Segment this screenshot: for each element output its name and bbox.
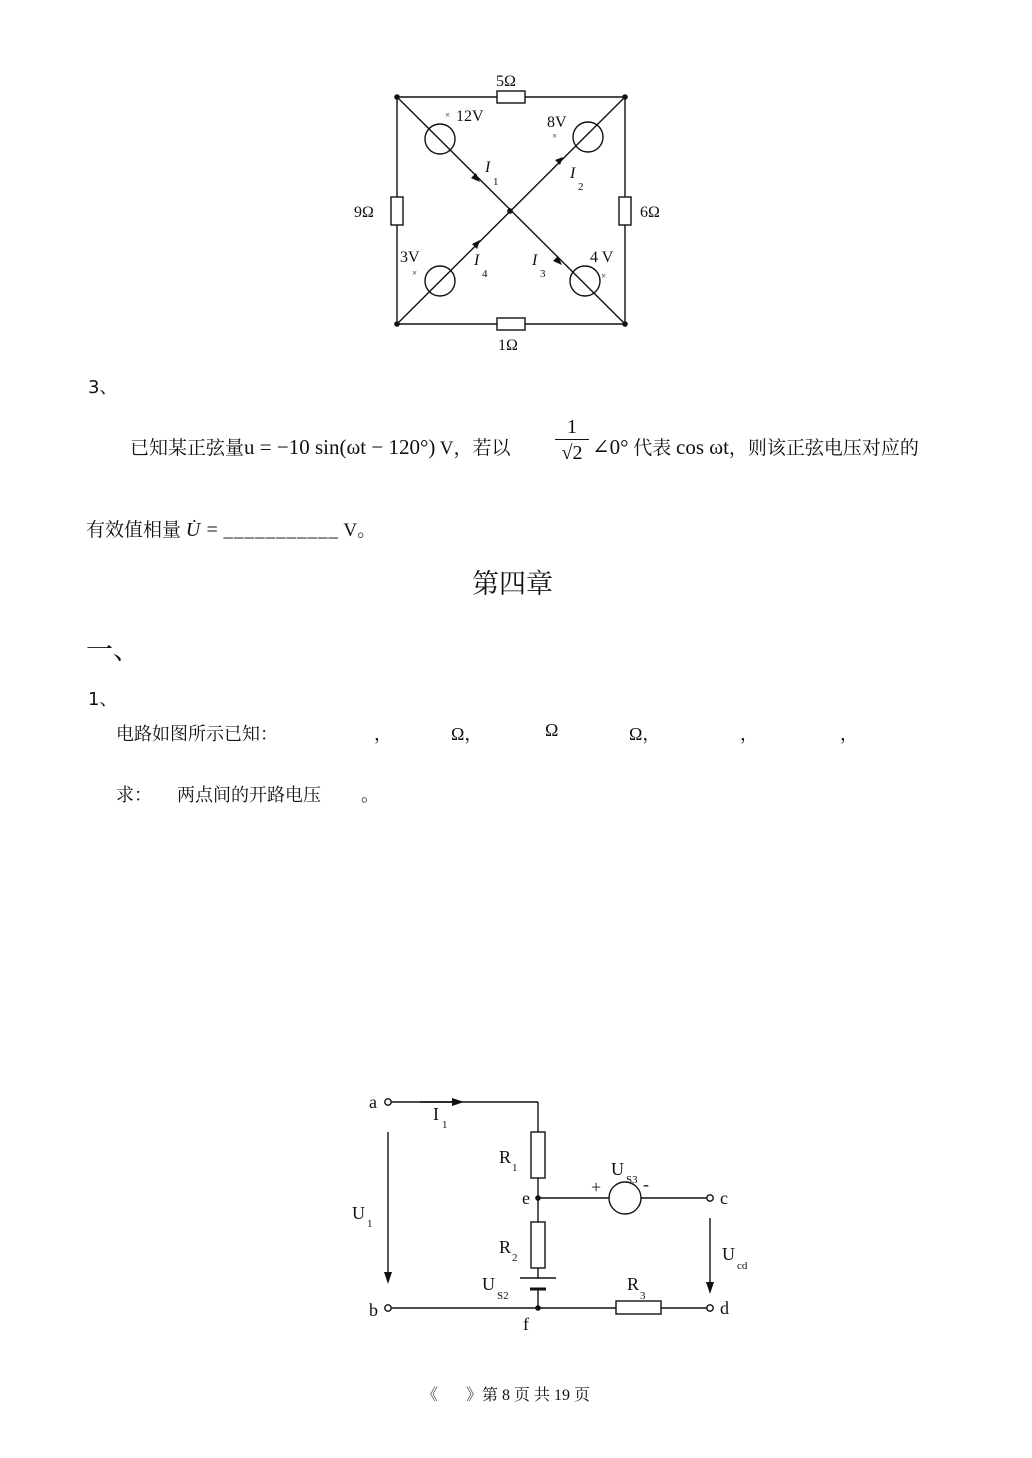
label-i3: I [532,252,538,269]
label-i1-sub: 1 [442,1119,448,1131]
label-c: c [720,1188,728,1208]
label-i4-sub: 4 [482,268,488,280]
resistor-left [391,197,403,225]
q3-angle: ∠0° [592,435,629,459]
node-tr [622,94,628,100]
arrow-i2 [555,157,563,165]
node-f [535,1305,541,1311]
terminal-d [707,1305,713,1311]
label-r3: R [627,1274,640,1294]
label-12v: 12V [456,108,484,125]
q1-ohm2: Ω [545,720,559,740]
section-label: 一、 [86,635,140,665]
label-i2: I [570,165,576,182]
q3-cos: cos ωt [676,435,729,459]
q3-frac-den: √2 [561,442,583,464]
arrow-ucd-head [706,1282,714,1294]
footer-page-text: 第 8 页 共 19 页 [482,1387,591,1404]
label-i2-sub: 2 [578,181,584,193]
figure-bridge-circuit [340,60,700,360]
label-3v: 3V [400,249,420,266]
q1-comma1: ， [374,724,392,744]
label-1ohm: 1Ω [498,337,518,354]
label-6ohm: 6Ω [640,204,660,221]
arrow-i1-head [452,1098,464,1106]
q3-line2-tail: V。 [343,520,377,541]
label-8v: 8V [547,114,567,131]
label-us3-sub: S3 [626,1174,638,1186]
terminal-b [385,1305,391,1311]
q1-ohm1: Ω， [451,724,483,744]
q1-number: 1、 [88,689,118,710]
label-r1-sub: 1 [512,1162,518,1174]
label-r2-sub: 2 [512,1252,518,1264]
label-i3-sub: 3 [540,268,546,280]
label-5ohm: 5Ω [496,73,516,90]
figure-circuit-2 [330,1085,770,1335]
q1-ohm3: Ω， [629,724,661,744]
label-d: d [720,1298,729,1318]
label-u1: U [352,1203,365,1223]
node-bl [394,321,400,327]
source-4v [570,266,600,296]
node-br [622,321,628,327]
resistor-bottom [497,318,525,330]
source-8v [573,122,603,152]
q3-fraction [555,415,589,466]
footer-right-bracket: 》 [466,1387,483,1404]
label-i1-sub: 1 [493,176,499,188]
label-us3-plus: + [591,1177,602,1197]
mark-8v-star: × [552,131,558,141]
label-us2-sub: S2 [497,1290,509,1302]
label-ucd-sub: cd [737,1260,748,1272]
q3-lead: 已知某正弦量 [130,438,245,459]
footer-left-bracket: 《 [422,1387,439,1404]
mark-4v-star: × [601,271,607,281]
q3-line1 [130,433,511,460]
node-center [507,208,513,214]
label-a: a [369,1092,377,1112]
label-us2: U [482,1274,495,1294]
terminal-c [707,1195,713,1201]
resistor-r2 [531,1222,545,1268]
q3-frac-num: 1 [555,415,589,440]
page-footer [422,1382,590,1405]
q3-blank: ___________ [223,520,339,541]
chapter-title: 第四章 [472,569,553,599]
label-r1: R [499,1147,512,1167]
label-u1-sub: 1 [367,1218,373,1230]
node-tl [394,94,400,100]
mark-3v-star: × [412,268,418,278]
q3-line1-rest [592,433,919,460]
q3-phasor: U̇ = [185,519,219,541]
label-i1: I [433,1104,439,1124]
label-us3-minus: - [643,1174,649,1194]
resistor-r3 [616,1301,661,1314]
q1-comma2: ， [740,724,758,744]
q1-ask-lead: 求： [116,785,152,805]
mark-12v-star: × [445,110,451,120]
q3-formula: u = −10 sin(ωt − 120°) [244,435,436,459]
q1-ask-end: 。 [361,785,379,805]
label-e: e [522,1188,530,1208]
resistor-r1 [531,1132,545,1178]
label-ucd: U [722,1244,735,1264]
q1-comma3: ， [840,724,858,744]
q1-text-lead: 电路如图所示已知： [116,724,278,744]
q1-ask-text: 两点间的开路电压 [177,785,321,805]
q3-unit: V，若以 [439,438,511,459]
q1-ask-line [116,781,516,807]
label-i1: I [485,159,491,176]
source-us3 [609,1182,641,1214]
label-9ohm: 9Ω [354,204,374,221]
label-r2: R [499,1237,512,1257]
label-r3-sub: 3 [640,1290,646,1302]
resistor-top [497,91,525,103]
label-us3: U [611,1159,624,1179]
q3-line2 [86,515,376,542]
resistor-right [619,197,631,225]
q3-line2-lead: 有效值相量 [86,520,182,541]
label-4v: 4 V [590,249,614,266]
q3-represents: 代表 [633,438,672,459]
label-f: f [523,1314,529,1334]
q3-tail: ，则该正弦电压对应的 [728,438,919,459]
terminal-a [385,1099,391,1105]
arrow-u1-head [384,1272,392,1284]
label-i4: I [474,252,480,269]
q3-number: 3、 [88,377,118,398]
q1-text-line [116,720,876,746]
label-b: b [369,1300,378,1320]
node-e [535,1195,541,1201]
